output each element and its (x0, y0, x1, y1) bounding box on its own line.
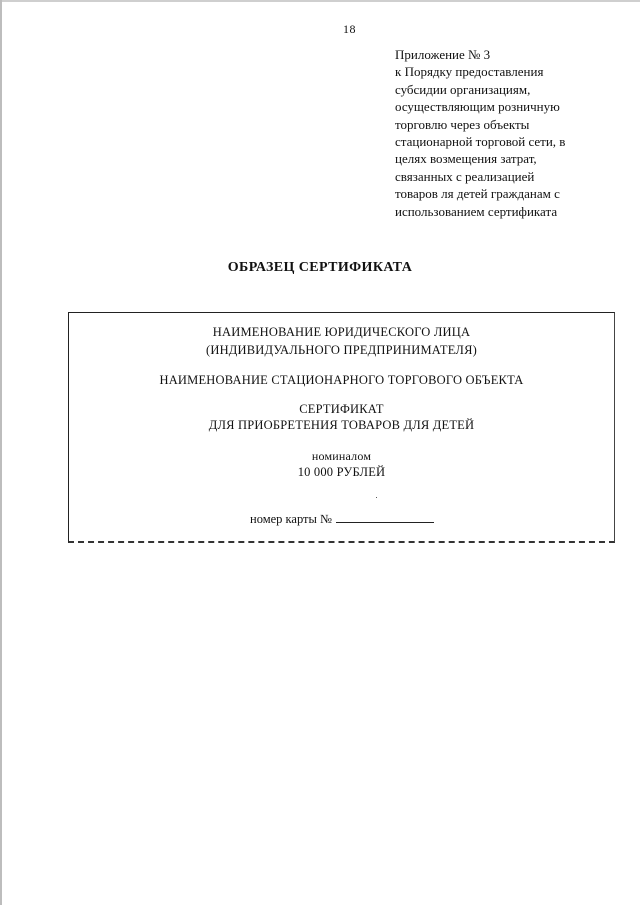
scan-edge-left (0, 0, 2, 905)
appendix-line: субсидии организациям, (395, 81, 531, 97)
card-number-label: номер карты № (250, 512, 332, 526)
appendix-line: к Порядку предоставления (395, 64, 544, 80)
appendix-line: товаров ля детей гражданам с (395, 186, 560, 202)
appendix-note (395, 46, 610, 220)
appendix-line: Приложение № 3 (395, 47, 491, 62)
appendix-line: связанных с реализацией (395, 168, 535, 184)
appendix-line: целях возмещения затрат, (395, 151, 537, 167)
nominal-label: номиналом (311, 449, 372, 463)
certificate-title: СЕРТИФИКАТ (299, 402, 384, 416)
store-name: НАИМЕНОВАНИЕ СТАЦИОНАРНОГО ТОРГОВОГО ОБЪЕКТА (159, 373, 524, 387)
appendix-line: использованием сертификата (395, 203, 558, 219)
appendix-line: торговлю через объекты (395, 116, 530, 132)
legal-entity-line1: НАИМЕНОВАНИЕ ЮРИДИЧЕСКОГО ЛИЦА (212, 325, 471, 339)
legal-entity-line2: (ИНДИВИДУАЛЬНОГО ПРЕДПРИНИМАТЕЛЯ) (205, 343, 477, 357)
scan-edge-top (0, 0, 640, 2)
card-number-blank (336, 510, 434, 523)
page-number: 18 (343, 22, 356, 36)
scan-speck (376, 497, 377, 498)
appendix-line: стационарной торговой сети, в (395, 134, 566, 150)
document-title: ОБРАЗЕЦ СЕРТИФИКАТА (227, 260, 413, 275)
card-number-field (250, 510, 434, 527)
appendix-line: осуществляющим розничную (395, 99, 560, 115)
nominal-value: 10 000 РУБЛЕЙ (297, 465, 386, 479)
certificate-purpose: ДЛЯ ПРИОБРЕТЕНИЯ ТОВАРОВ ДЛЯ ДЕТЕЙ (208, 418, 475, 432)
